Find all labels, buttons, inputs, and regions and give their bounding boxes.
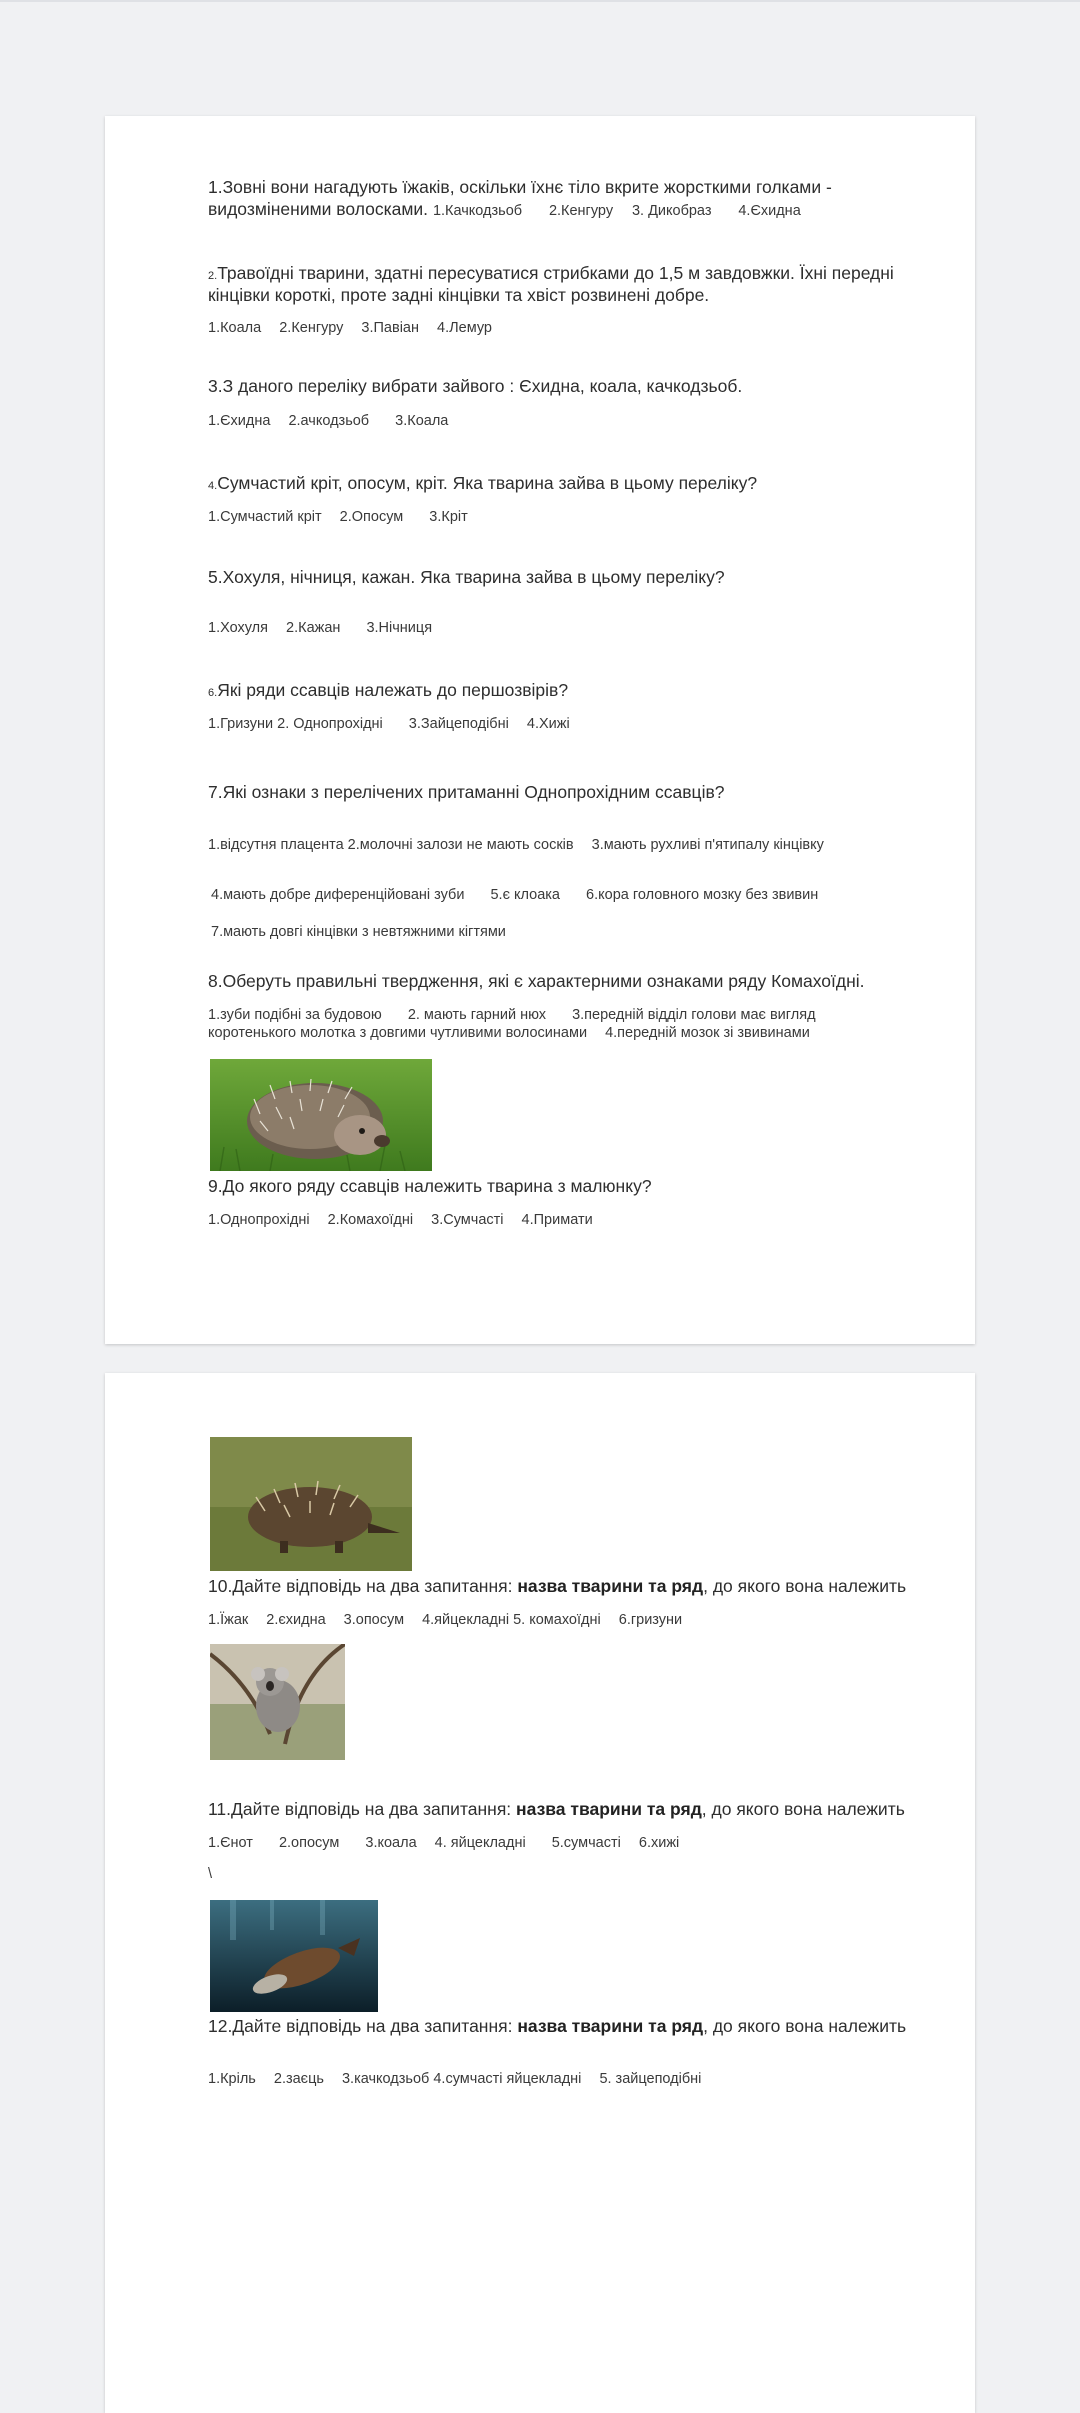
q8-options: 1.зуби подібні за будовою 2. мають гарний нюх 3.передній відділ голови має вигляд коротенького молотка з довгими чутливими волосинами 4.передній мозок зі звивинами bbox=[208, 1007, 816, 1042]
q10-options: 1.Їжак 2.єхидна 3.опосум 4.яйцекладні 5. комахоїдні 6.гризуни bbox=[208, 1612, 683, 1628]
q3-options: 1.Єхидна 2.ачкодзьоб 3.Коала bbox=[208, 413, 449, 429]
q7-options-line3: 7.мають довгі кінцівки з невтяжними кігтями bbox=[211, 924, 506, 940]
q10-text: 10.Дайте відповідь на два запитання: назва тварини та ряд, до якого вона належить bbox=[208, 1576, 907, 1596]
q12-options: 1.Кріль 2.заєць 3.качкодзьоб 4.сумчасті яйцекладні 5. зайцеподібні bbox=[208, 2071, 702, 2087]
q9-text: 9.До якого ряду ссавців належить тварина з малюнку? bbox=[208, 1176, 652, 1196]
q4-text: 4.Сумчастий кріт, опосум, кріт. Яка тварина зайва в цьому переліку? bbox=[208, 473, 758, 493]
q5-options: 1.Хохуля 2.Кажан 3.Нічниця bbox=[208, 620, 433, 636]
q9-options: 1.Однопрохідні 2.Комахоїдні 3.Сумчасті 4.Примати bbox=[208, 1212, 593, 1228]
platypus-photo bbox=[210, 1900, 378, 2012]
top-divider bbox=[0, 0, 1080, 2]
q7-options-line1: 1.відсутня плацента 2.молочні залози не мають сосків 3.мають рухливі п'ятипалу кінцівку bbox=[208, 837, 824, 853]
hedgehog-photo bbox=[210, 1059, 432, 1171]
q12-text: 12.Дайте відповідь на два запитання: назва тварини та ряд, до якого вона належить bbox=[208, 2016, 907, 2036]
q1-text: 1.Зовні вони нагадують їжаків, оскільки їхнє тіло вкрите жорсткими голками - видозміненими волосками. 1.Качкодзьоб 2.Кенгуру 3. Дикобраз 4.Єхидна bbox=[208, 177, 832, 219]
q11-text: 11.Дайте відповідь на два запитання: назва тварини та ряд, до якого вона належить bbox=[208, 1799, 905, 1819]
q2-options: 1.Коала 2.Кенгуру 3.Павіан 4.Лемур bbox=[208, 320, 492, 336]
q3-text: 3.З даного переліку вибрати зайвого : Єхидна, коала, качкодзьоб. bbox=[208, 376, 743, 396]
document-page-1 bbox=[105, 116, 975, 1344]
q4-options: 1.Сумчастий кріт 2.Опосум 3.Кріт bbox=[208, 509, 468, 525]
q6-text: 6.Які ряди ссавців належать до першозвірів? bbox=[208, 680, 569, 700]
q7-text: 7.Які ознаки з перелічених притаманні Однопрохідним ссавців? bbox=[208, 782, 725, 802]
q6-options: 1.Гризуни 2. Однопрохідні 3.Зайцеподібні 4.Хижі bbox=[208, 716, 570, 732]
q11-stray-mark: \ bbox=[208, 1866, 213, 1882]
q8-text: 8.Оберуть правильні твердження, які є характерними ознаками ряду Комахоїдні. bbox=[208, 971, 865, 991]
document-page-2 bbox=[105, 1373, 975, 2413]
echidna-photo bbox=[210, 1437, 412, 1571]
q11-options: 1.Єнот 2.опосум 3.коала 4. яйцекладні 5.сумчасті 6.хижі bbox=[208, 1835, 680, 1851]
koala-photo bbox=[210, 1644, 345, 1760]
q5-text: 5.Хохуля, нічниця, кажан. Яка тварина зайва в цьому переліку? bbox=[208, 567, 725, 587]
q2-text: 2.Травоїдні тварини, здатні пересуватися стрибками до 1,5 м завдовжки. Їхні передні кінцівки короткі, проте задні кінцівки та хвіст розвинені добре. bbox=[208, 263, 894, 305]
q7-options-line2: 4.мають добре диференційовані зуби 5.є клоака 6.кора головного мозку без звивин bbox=[211, 887, 819, 903]
